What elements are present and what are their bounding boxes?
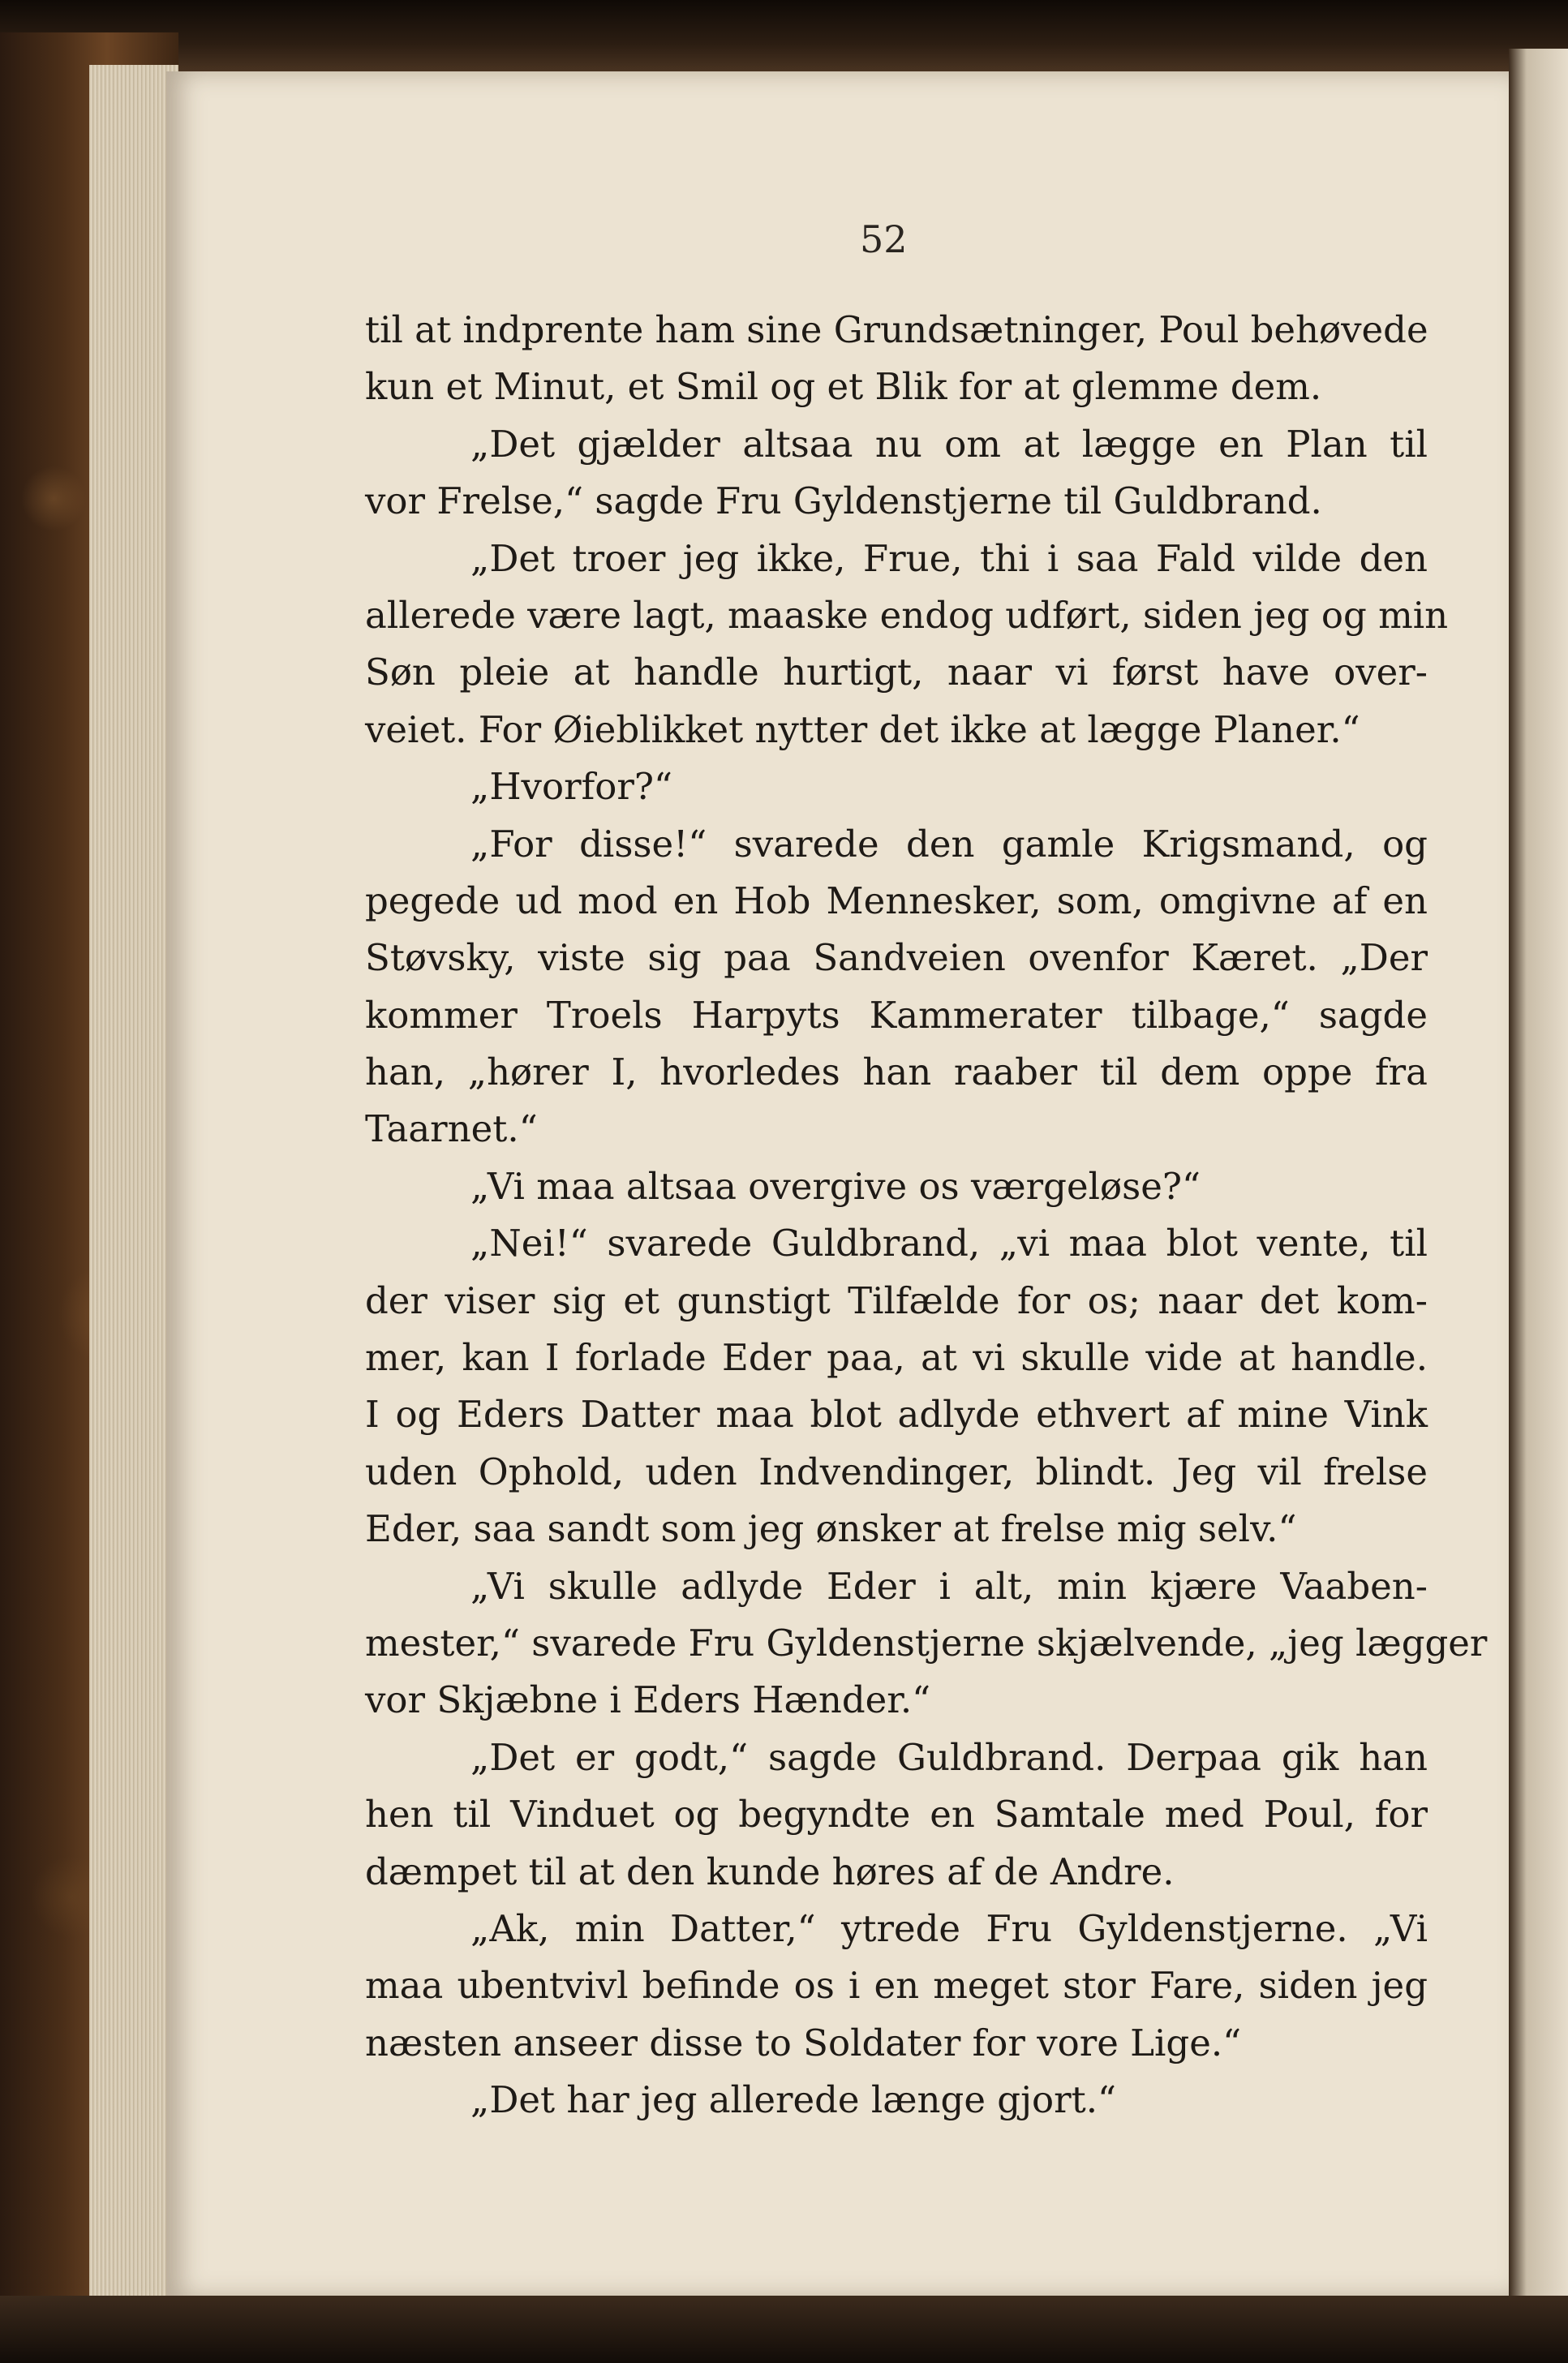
text-line: Støvsky, viste sig paa Sandveien ovenfor Kæret. „Der: [365, 936, 1428, 980]
text-line: „Vi maa altsaa overgive os værgeløse?“: [470, 1164, 1201, 1208]
text-line: næsten anseer disse to Soldater for vore Lige.“: [365, 2021, 1242, 2064]
text-line: „For disse!“ svarede den gamle Krigsmand, og: [470, 822, 1428, 866]
text-line: Søn pleie at handle hurtigt, naar vi først have over-: [365, 651, 1428, 694]
text-line: „Det troer jeg ikke, Frue, thi i saa Fald vilde den: [470, 536, 1428, 580]
text-line: allerede være lagt, maaske endog udført, siden jeg og min: [365, 593, 1449, 637]
text-line: kun et Minut, et Smil og et Blik for at glemme dem.: [365, 365, 1322, 409]
text-line: pegede ud mod en Hob Mennesker, som, omgivne af en: [365, 879, 1428, 922]
text-line: Taarnet.“: [365, 1107, 538, 1151]
facing-page-edge: [1509, 49, 1568, 2363]
text-line: mer, kan I forlade Eder paa, at vi skulle vide at handle.: [365, 1336, 1428, 1380]
text-line: uden Ophold, uden Indvendinger, blindt. Jeg vil frelse: [365, 1450, 1428, 1493]
text-line: dæmpet til at den kunde høres af de Andre.: [365, 1850, 1175, 1893]
text-line: „Nei!“ svarede Guldbrand, „vi maa blot vente, til: [470, 1222, 1428, 1265]
scan-bottom-edge: [0, 2296, 1568, 2363]
page-stack-edge: [89, 65, 178, 2296]
text-line: vor Skjæbne i Eders Hænder.“: [365, 1678, 931, 1722]
text-line: „Det gjælder altsaa nu om at lægge en Plan til: [470, 422, 1428, 466]
body-text: [365, 302, 1488, 2129]
text-line: mester,“ svarede Fru Gyldenstjerne skjælvende, „jeg lægger: [365, 1621, 1488, 1665]
text-line: vor Frelse,“ sagde Fru Gyldenstjerne til Guldbrand.: [365, 479, 1322, 523]
text-line: „Ak, min Datter,“ ytrede Fru Gyldenstjerne. „Vi: [470, 1906, 1428, 1950]
text-line: til at indprente ham sine Grundsætninger, Poul behøvede: [365, 308, 1428, 351]
text-line: han, „hører I, hvorledes han raaber til dem oppe fra: [365, 1050, 1428, 1094]
text-line: maa ubentvivl befinde os i en meget stor Fare, siden jeg: [365, 1964, 1428, 2008]
text-line: „Hvorfor?“: [470, 765, 672, 809]
text-line: Eder, saa sandt som jeg ønsker at frelse mig selv.“: [365, 1507, 1297, 1551]
text-line: „Det er godt,“ sagde Guldbrand. Derpaa gik han: [470, 1735, 1428, 1779]
text-line: der viser sig et gunstigt Tilfælde for os; naar det kom-: [365, 1278, 1428, 1322]
text-line: kommer Troels Harpyts Kammerater tilbage,“ sagde: [365, 993, 1428, 1037]
text-line: veiet. For Øieblikket nytter det ikke at lægge Planer.“: [365, 707, 1360, 751]
text-line: „Det har jeg allerede længe gjort.“: [470, 2078, 1117, 2122]
text-line: I og Eders Datter maa blot adlyde ethvert af mine Vink: [365, 1393, 1428, 1437]
text-line: „Vi skulle adlyde Eder i alt, min kjære Vaaben-: [470, 1564, 1428, 1608]
scan-top-edge: [0, 0, 1568, 73]
text-line: hen til Vinduet og begyndte en Samtale med Poul, for: [365, 1793, 1428, 1837]
page-number: 52: [860, 217, 908, 261]
